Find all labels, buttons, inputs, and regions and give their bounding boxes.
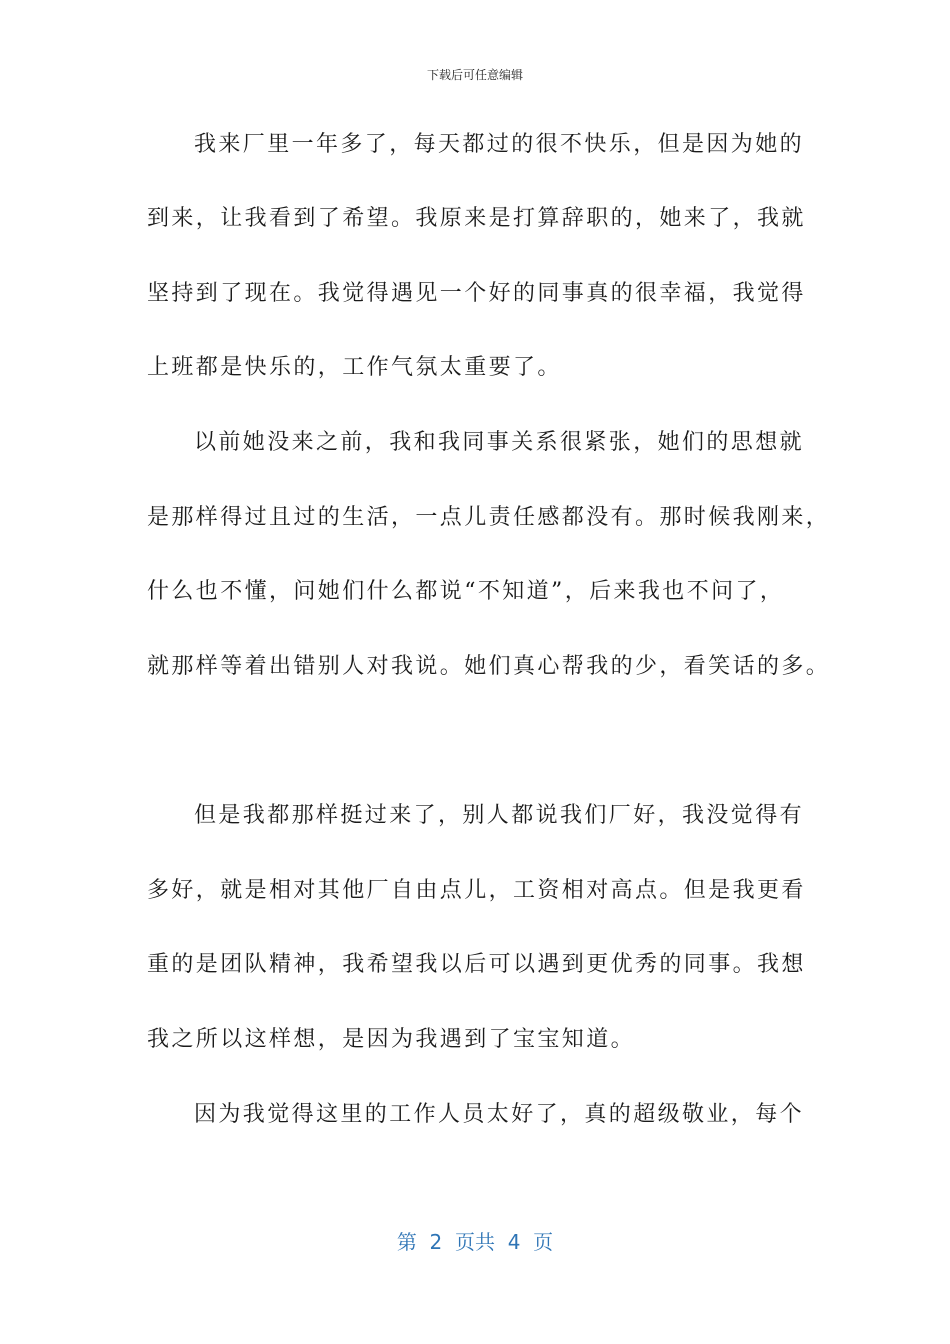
paragraph-3-line-2: 多好，就是相对其他厂自由点儿，工资相对高点。但是我更看 <box>147 878 806 903</box>
paragraph-1-line-2: 到来，让我看到了希望。我原来是打算辞职的，她来了，我就 <box>147 206 806 231</box>
page-number-footer: 第 2 页共 4 页 <box>396 1230 554 1254</box>
paragraph-2-line-4: 就那样等着出错别人对我说。她们真心帮我的少，看笑话的多。 <box>147 654 831 679</box>
paragraph-3-line-1: 但是我都那样挺过来了，别人都说我们厂好，我没觉得有 <box>194 803 805 828</box>
header-note: 下载后可任意编辑 <box>426 68 523 82</box>
paragraph-3-line-3: 重的是团队精神，我希望我以后可以遇到更优秀的同事。我想 <box>147 952 806 977</box>
paragraph-1-line-4: 上班都是快乐的，工作气氛太重要了。 <box>147 355 562 380</box>
paragraph-2-line-1: 以前她没来之前，我和我同事关系很紧张，她们的思想就 <box>194 430 805 455</box>
paragraph-1-line-3: 坚持到了现在。我觉得遇见一个好的同事真的很幸福，我觉得 <box>147 281 806 306</box>
paragraph-3-line-4: 我之所以这样想，是因为我遇到了宝宝知道。 <box>147 1027 636 1052</box>
paragraph-4-line-1: 因为我觉得这里的工作人员太好了，真的超级敬业，每个 <box>194 1102 805 1127</box>
paragraph-2-line-3: 什么也不懂，问她们什么都说“不知道”，后来我也不问了， <box>147 579 785 604</box>
paragraph-2-line-2: 是那样得过且过的生活，一点儿责任感都没有。那时候我刚来， <box>147 505 831 530</box>
paragraph-1-line-1: 我来厂里一年多了，每天都过的很不快乐，但是因为她的 <box>194 132 805 157</box>
